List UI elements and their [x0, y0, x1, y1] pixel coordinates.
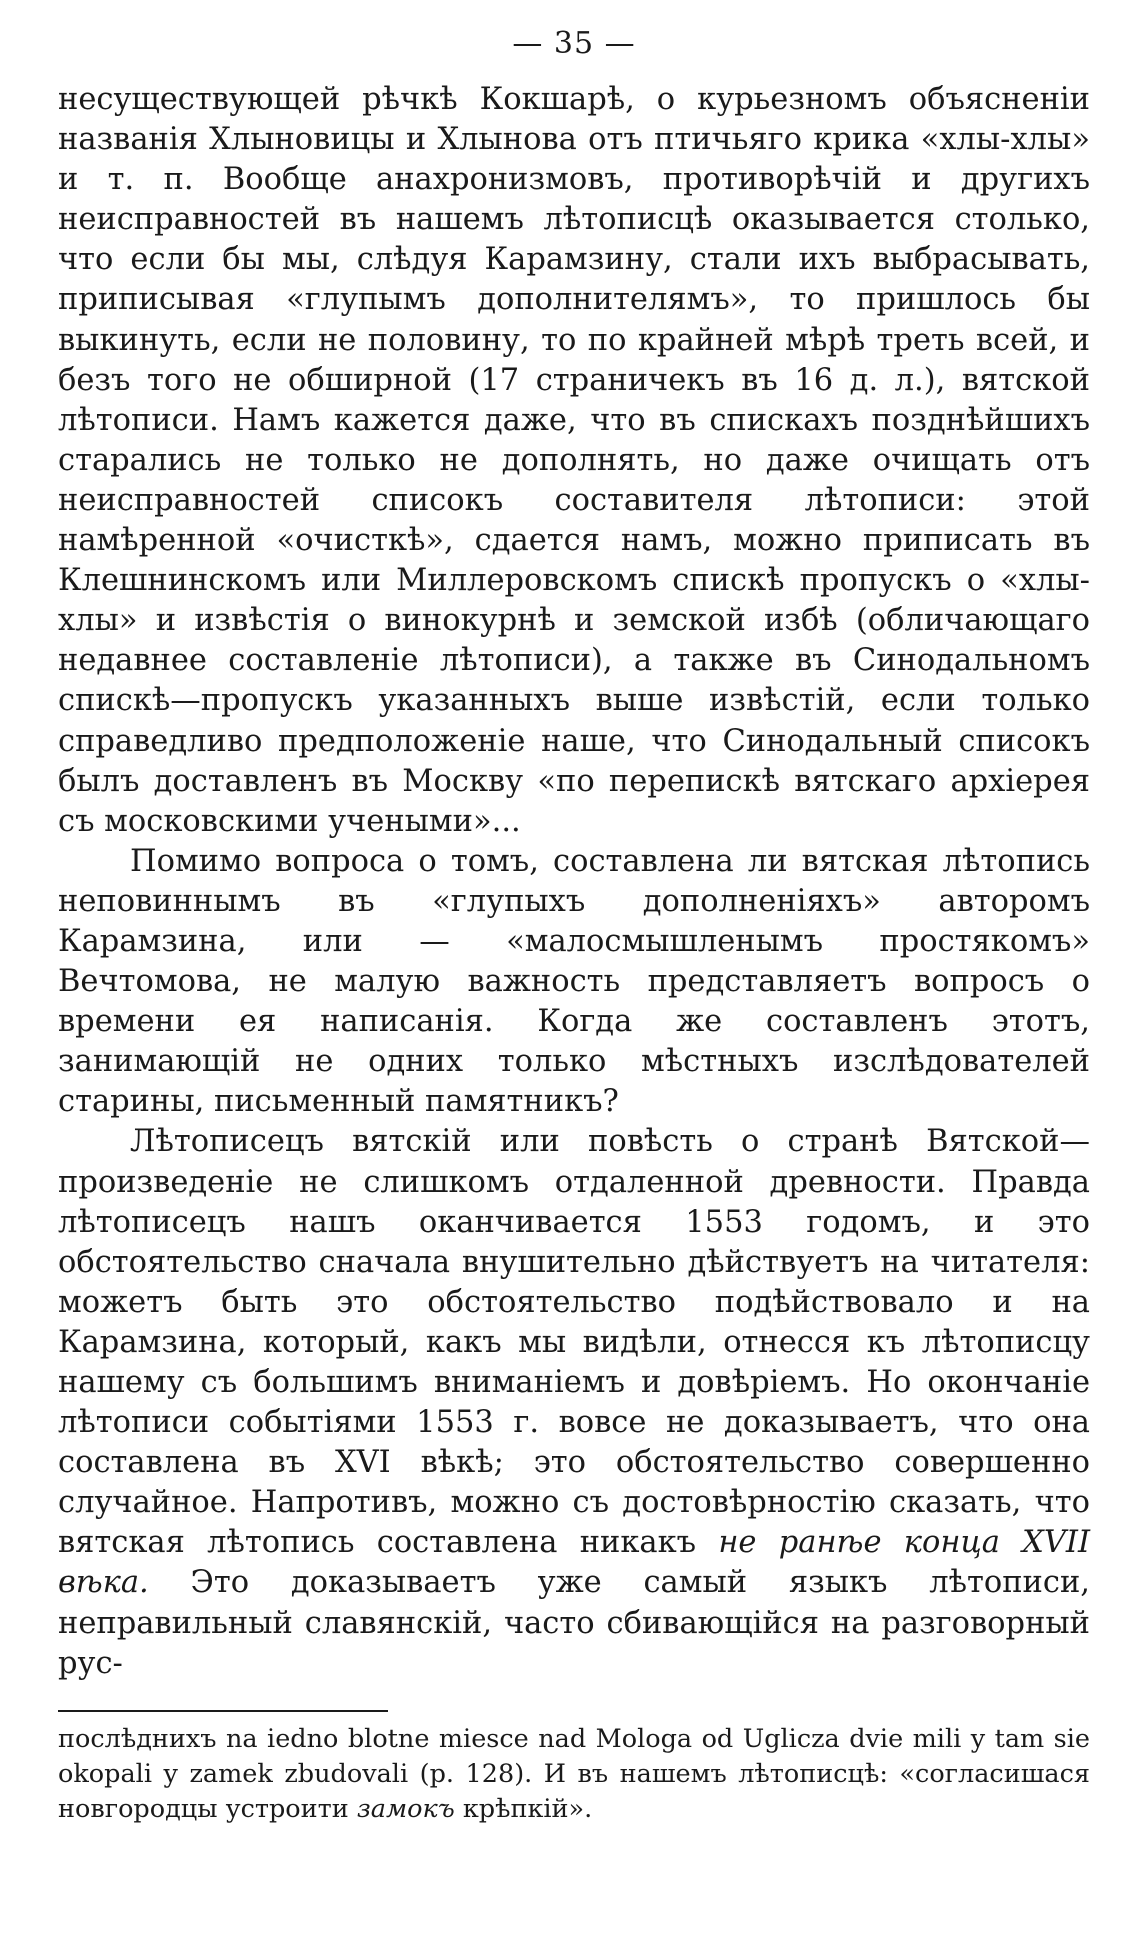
paragraph-chronicle-age: [58, 1122, 1090, 1683]
paragraph-text: Это доказываетъ уже самый языкъ лѣтописи, неправильный славянскій, часто сбивающійся на разговорный рус-: [58, 1565, 1090, 1681]
paragraph-text: несуществующей рѣчкѣ Кокшарѣ, о курьезномъ объясненіи названія Хлыновицы и Хлынова отъ птичьяго крика «хлы-хлы» и т. п. Вообще анахронизмовъ, противорѣчій и другихъ неисправностей въ нашемъ лѣтописцѣ оказывается столько, что если бы мы, слѣдуя Карамзину, стали ихъ выбрасывать, приписывая «глупымъ дополнителямъ», то пришлось бы выкинуть, если не половину, то по крайней мѣрѣ треть всей, и безъ того не обширной (17 страничекъ въ 16 д. л.), вятской лѣтописи. Намъ кажется даже, что въ спискахъ позднѣйшихъ старались не только не дополнять, но даже очищать отъ неисправностей списокъ составителя лѣтописи: этой намѣренной «очисткѣ», сдается намъ, можно приписать въ Клешнинскомъ или Миллеровскомъ спискѣ пропускъ о «хлы-хлы» и извѣстія о винокурнѣ и земской избѣ (обличающаго недавнее составленіе лѣтописи), а также въ Синодальномъ спискѣ—пропускъ указанныхъ выше извѣстій, если только справедливо предположеніе наше, что Синодальный списокъ былъ доставленъ въ Москву «по перепискѣ вятскаго архіерея съ московскими учеными»...: [58, 82, 1090, 839]
paragraph-continuation: [58, 80, 1090, 842]
paragraph-question-of-date: [58, 842, 1090, 1123]
page-number: — 35 —: [512, 26, 636, 61]
main-text: [58, 80, 1090, 1684]
paragraph-text: Лѣтописецъ вятскій или повѣсть о странѣ Вятской—произведеніе не слишкомъ отдаленной древности. Правда лѣтописецъ нашъ оканчивается 1553 годомъ, и это обстоятельство сначала внушительно дѣйствуетъ на читателя: можетъ быть это обстоятельство подѣйствовало и на Карамзина, который, какъ мы видѣли, отнесся къ лѣтописцу нашему съ большимъ вниманіемъ и довѣріемъ. Но окончаніе лѣтописи событіями 1553 г. вовсе не доказываетъ, что она составлена въ XVI вѣкѣ; это обстоятельство совершенно случайное. Напротивъ, можно съ достовѣрностію сказать, что вятская лѣтопись составлена никакъ: [58, 1124, 1090, 1561]
emphasized-phrase: не ранѣе конца XVII вѣка.: [58, 1525, 1091, 1601]
footnote: [58, 1722, 1090, 1827]
paragraph-text: Помимо вопроса о томъ, составлена ли вятская лѣтопись неповиннымъ въ «глупыхъ дополненіяхъ» авторомъ Карамзина, или — «малосмышленымъ простякомъ» Вечтомова, не малую важность представляетъ вопросъ о времени ея написанія. Когда же составленъ этотъ, занимающій не одних только мѣстныхъ изслѣдователей старины, письменный памятникъ?: [58, 843, 1090, 1120]
footnote-divider: [58, 1710, 388, 1712]
footnote-text: послѣднихъ na iedno blotne miesce nad Mologa od Uglicza dvie mili y tam sie okopali y zamek zbudovali (p. 128). И въ нашемъ лѣтописцѣ: «согласишася новгородцы устроити: [58, 1723, 1090, 1824]
footnote-emphasized-word: замокъ: [356, 1793, 455, 1824]
footnote-text: крѣпкій».: [454, 1793, 593, 1824]
